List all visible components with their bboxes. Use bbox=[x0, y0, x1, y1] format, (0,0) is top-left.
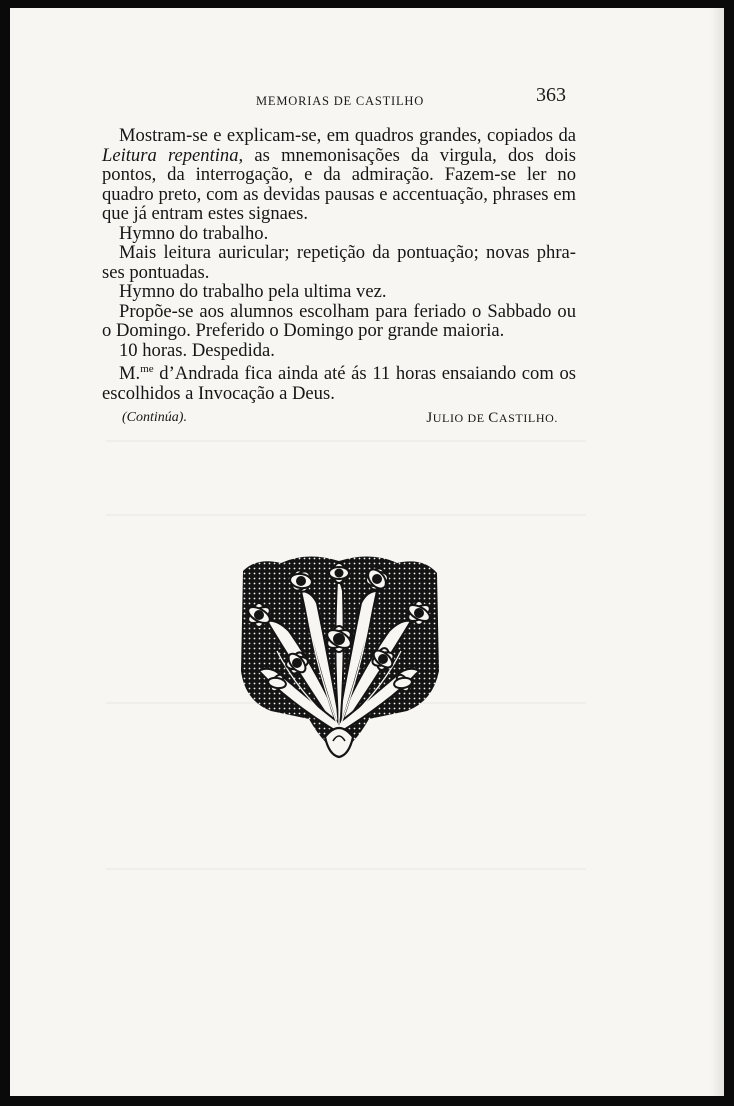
text-run: me bbox=[140, 363, 154, 375]
text-run: pontos, da interrogação, e da admiração. Fazem-se ler no bbox=[102, 164, 576, 185]
text-run: Leitura repentina, bbox=[102, 144, 244, 166]
page-edge-shadow bbox=[710, 8, 724, 1096]
text-run: quadro preto, com as devidas pausas e accentuação, phrases bbox=[102, 183, 549, 205]
bleed-through-line bbox=[106, 868, 586, 870]
paragraph bbox=[102, 243, 576, 282]
text-run: Hymno do trabalho pela ultima vez. bbox=[119, 281, 387, 302]
book-page bbox=[10, 8, 724, 1096]
paragraph bbox=[102, 341, 576, 361]
paragraph bbox=[102, 282, 576, 302]
page-number: 363 bbox=[536, 84, 566, 106]
text-run: as mnemonisações da virgula, dos dois bbox=[243, 144, 577, 166]
text-run: ou o Domingo. Preferido o Domingo por grande maioria. bbox=[102, 300, 576, 341]
text-run: Mais leitura auricular; repetição da pontuação; novas phra- bbox=[119, 242, 576, 263]
text-run: Propõe-se aos alumnos escolham para feriado o Sabbado bbox=[119, 300, 552, 322]
bleed-through-line bbox=[106, 440, 586, 442]
bleed-through-line bbox=[106, 514, 586, 516]
paragraph bbox=[102, 224, 576, 244]
paragraph bbox=[102, 302, 576, 341]
continues-label: (Continúa). bbox=[122, 410, 187, 425]
text-run: Mostram-se e explicam-se, em quadros grandes, copiados bbox=[119, 125, 554, 146]
paragraph bbox=[102, 360, 576, 403]
text-run: Hymno do trabalho. bbox=[119, 222, 269, 244]
body-text bbox=[102, 126, 576, 403]
paragraph bbox=[102, 126, 576, 224]
text-run: da bbox=[558, 125, 576, 146]
text-run: os escolhidos a Invocação a Deus. bbox=[102, 363, 576, 404]
text-run: em que já entram estes signaes. bbox=[102, 183, 576, 224]
text-run: M. bbox=[119, 363, 141, 385]
author-signature: JULIO DE CASTILHO. bbox=[426, 410, 558, 426]
text-run: ses pontuadas. bbox=[102, 261, 210, 283]
text-run: d’Andrada fica ainda até ás 11 horas ensaiando com bbox=[153, 363, 554, 385]
running-title: MEMORIAS DE CASTILHO bbox=[256, 94, 425, 108]
floral-vignette-icon bbox=[237, 551, 441, 761]
text-run: 10 horas. Despedida. bbox=[119, 339, 275, 361]
